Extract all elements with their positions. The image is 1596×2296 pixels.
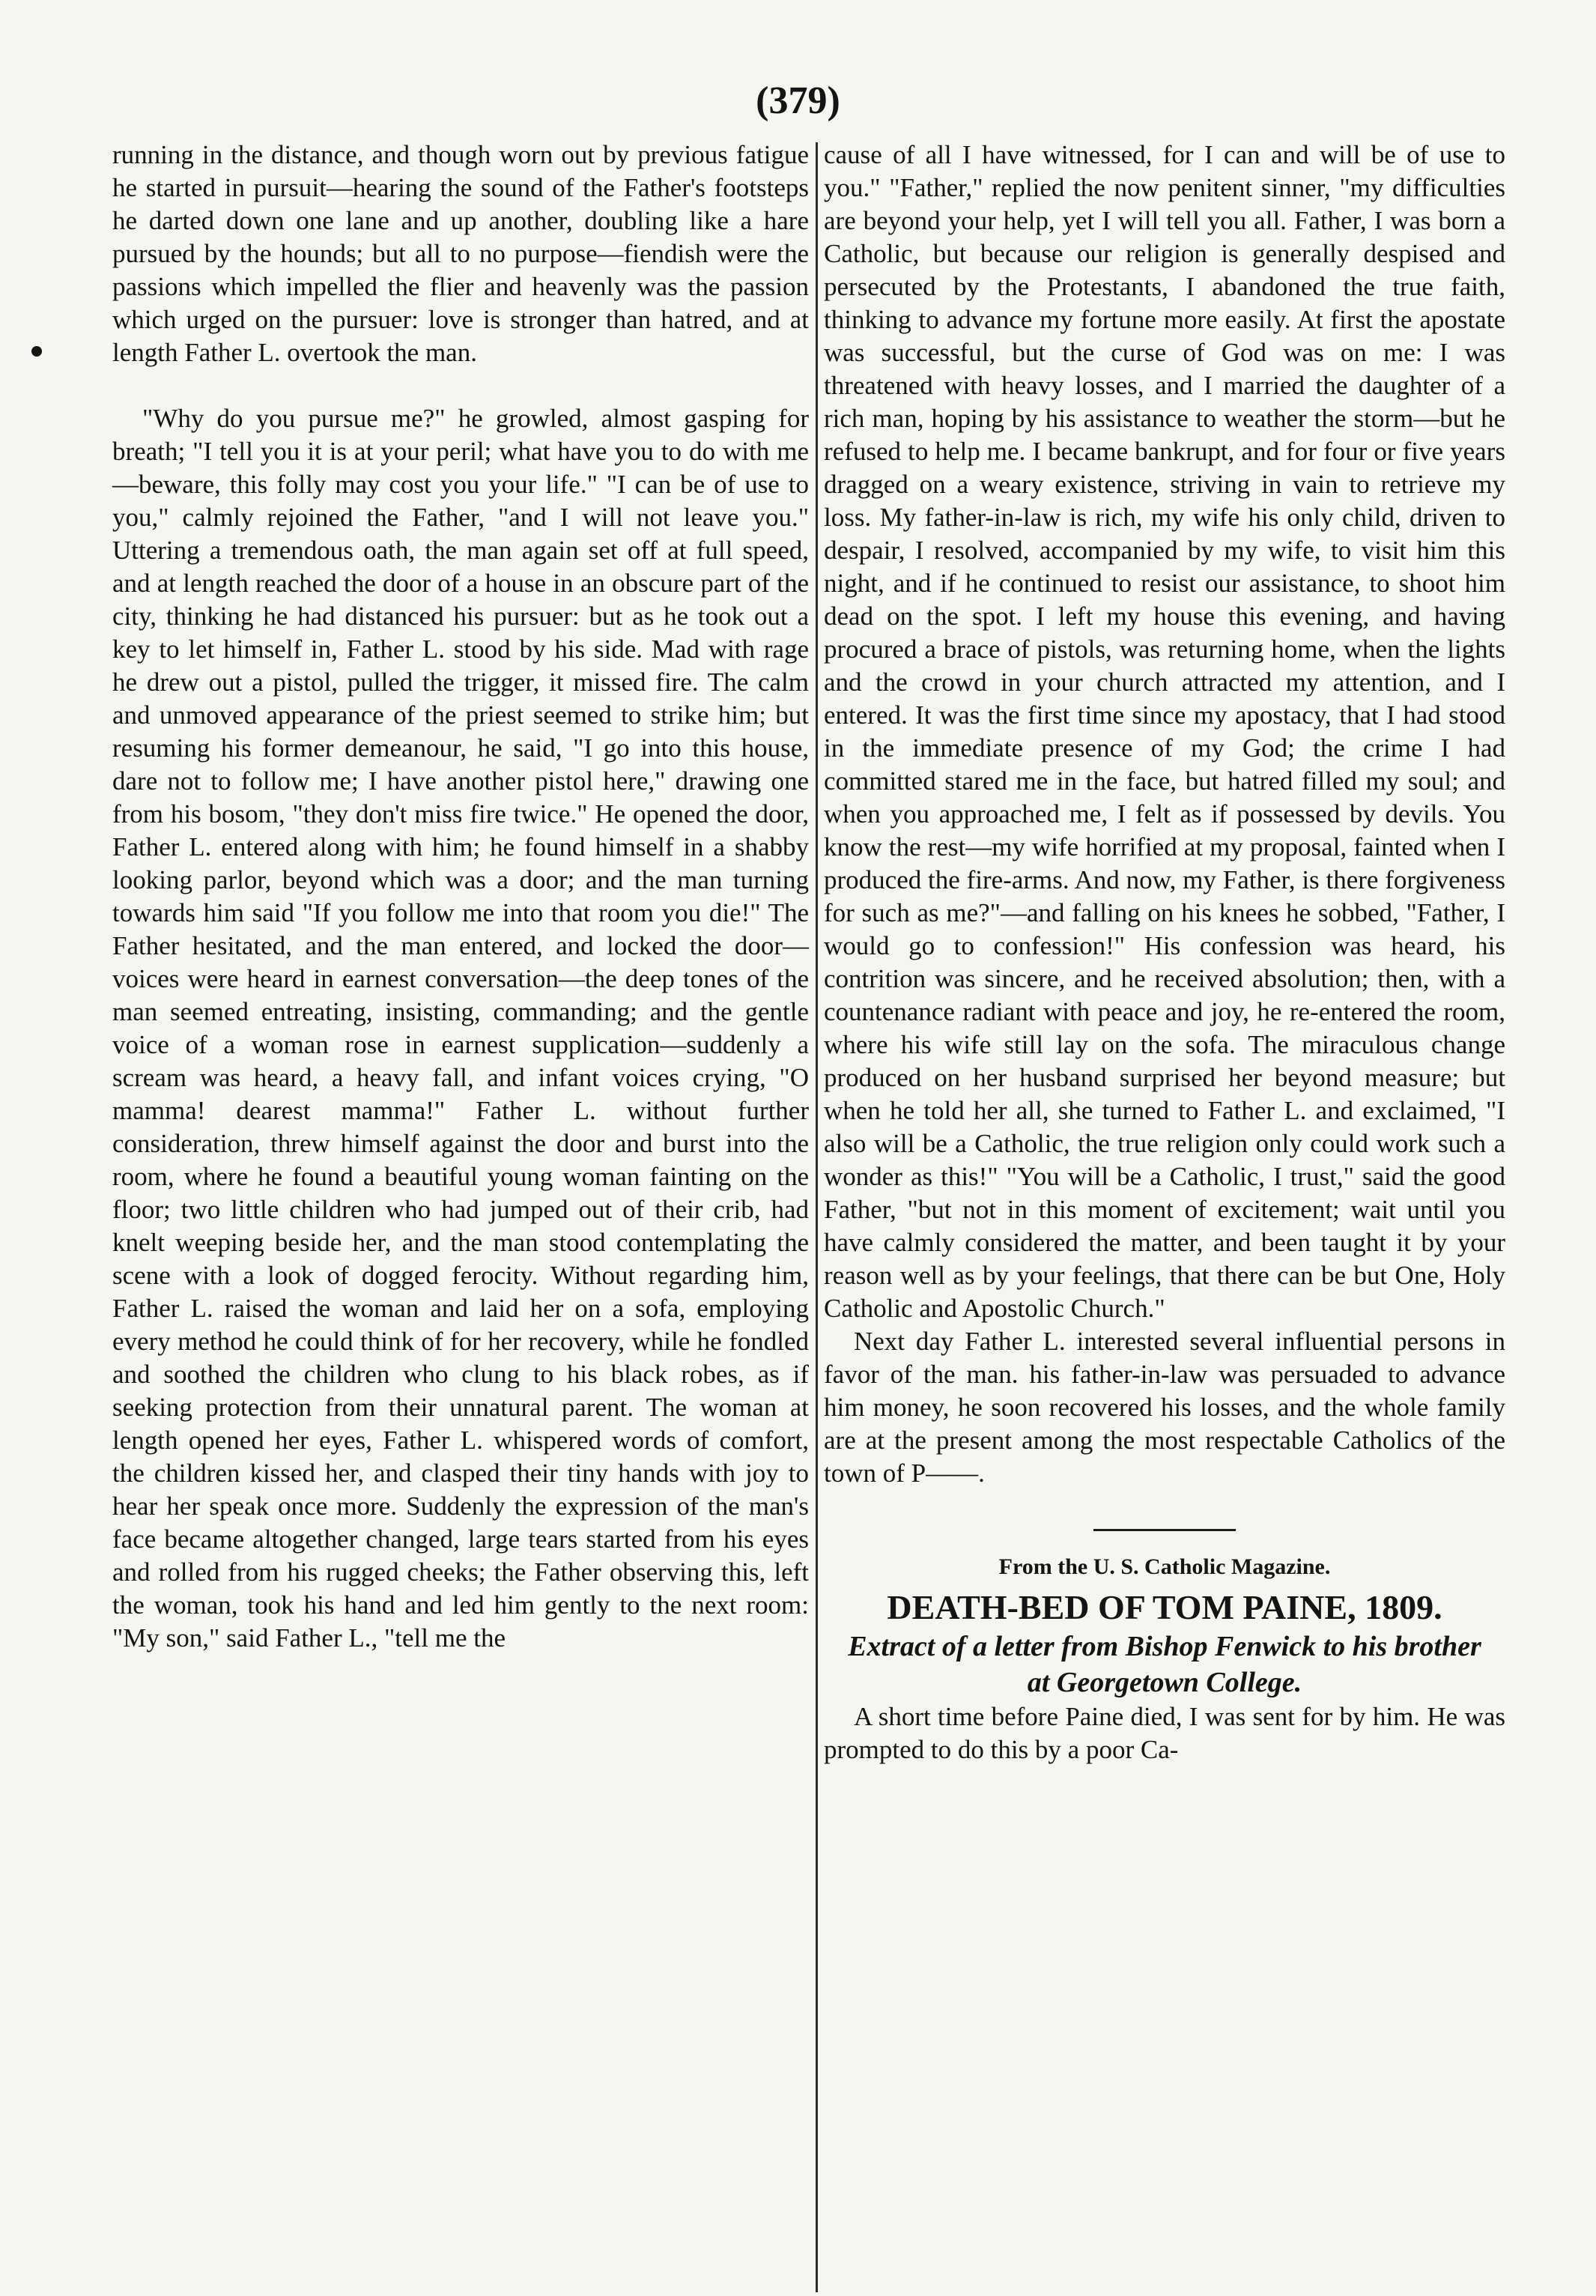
right-paragraph-1: cause of all I have witnessed, for I can and will be of use to you." "Father," replied the now penitent sinner, "my difficulties are beyond your help, yet I will tell you all. Father, I was born a Catholic, but because our religion is generally despised and persecuted by the Protestants, I abandoned the true faith, thinking to advance my fortune more easily. At first the apostate was successful, but the curse of God was on me: I was threatened with heavy losses, and I married the daughter of a rich man, hoping by his assistance to weather the storm—but he refused to help me. I became bankrupt, and for four or five years dragged on a weary existence, striving in vain to retrieve my loss. My father-in-law is rich, my wife his only child, driven to despair, I resolved, accompanied by my wife, to visit him this night, and if he continued to resist our assistance, to shoot him dead on the spot. I left my house this evening, and having procured a brace of pistols, was returning home, when the lights and the crowd in your church attracted my attention, and I entered. It was the first time since my apostacy, that I had stood in the immediate presence of my God; the crime I had committed stared me in the face, but hatred filled my soul; and when you approached me, I felt as if possessed by devils. You know the rest—my wife horrified at my proposal, fainted when I produced the fire-arms. And now, my Father, is there forgiveness for such as me?"—and falling on his knees he sobbed, "Father, I would go to confession!" His confession was heard, his contrition was sincere, and he received absolution; then, with a countenance radiant with peace and joy, he re-entered the room, where his wife still lay on the sofa. The miraculous change produced on her husband surprised her beyond measure; but when he told her all, she turned to Father L. and exclaimed, "I also will be a Catholic, the true religion only could work such a wonder as this!" "You will be a Catholic, I trust," said the good Father, "but not in this moment of excitement; wait until you have calmly considered the matter, and been taught it by your reason well as by your feelings, that there can be but One, Holy Catholic and Apostolic Church." [824, 140, 1505, 1323]
article-headline: DEATH-BED OF TOM PAINE, 1809. [887, 1588, 1442, 1626]
right-paragraph-3: A short time before Paine died, I was sent for by him. He was prompted to do this by a poor Ca- [824, 1702, 1505, 1764]
section-divider [1093, 1529, 1236, 1531]
left-paragraph-1: running in the distance, and though worn out by previous fatigue he started in pursuit—hearing the sound of the Father's footsteps he darted down one lane and up another, doubling like a hare pursued by the hounds; but all to no purpose—fiendish were the passions which impelled the flier and heavenly was the passion which urged on the pursuer: love is stronger than hatred, and at length Father L. overtook the man. [112, 140, 809, 367]
right-paragraph-2: Next day Father L. interested several influential persons in favor of the man. his father-in-law was persuaded to advance him money, he soon recovered his losses, and the whole family are at the present among the most respectable Catholics of the town of P——. [824, 1327, 1505, 1488]
column-divider [816, 142, 818, 2292]
article-subheading: Extract of a letter from Bishop Fenwick to his brother at Georgetown College. [848, 1631, 1481, 1698]
left-paragraph-2: "Why do you pursue me?" he growled, almost gasping for breath; "I tell you it is at your peril; what have you to do with me—beware, this folly may cost you your life." "I can be of use to you," calmly rejoined the Father, "and I will not leave you." Uttering a tremendous oath, the man again set off at full speed, and at length reached the door of a house in an obscure part of the city, thinking he had distanced his pursuer: but as he took out a key to let himself in, Father L. stood by his side. Mad with rage he drew out a pistol, pulled the trigger, it missed fire. The calm and unmoved appearance of the priest seemed to strike him; but resuming his former demeanour, he said, "I go into this house, dare not to follow me; I have another pistol here," drawing one from his bosom, "they don't miss fire twice." He opened the door, Father L. entered along with him; he found himself in a shabby looking parlor, beyond which was a door; and the man turning towards him said "If you follow me into that room you die!" The Father hesitated, and the man entered, and locked the door—voices were heard in earnest conversation—the deep tones of the man seemed entreating, insisting, commanding; and the gentle voice of a woman rose in earnest supplication—suddenly a scream was heard, a heavy fall, and infant voices crying, "O mamma! dearest mamma!" Father L. without further consideration, threw himself against the door and burst into the room, where he found a beautiful young woman fainting on the floor; two little children who had jumped out of their crib, had knelt weeping beside her, and the man stood contemplating the scene with a look of dogged ferocity. Without regarding him, Father L. raised the woman and laid her on a sofa, employing every method he could think of for her recovery, while he fondled and soothed the children who clung to his black robes, as if seeking protection from their unnatural parent. The woman at length opened her eyes, Father L. whispered words of comfort, the children kissed her, and clasped their tiny hands with joy to hear her speak once more. Suddenly the expression of the man's face became altogether changed, large tears started from his eyes and rolled from his rugged cheeks; the Father observing this, left the woman, took his hand and led him gently to the next room: "My son," said Father L., "tell me the [112, 404, 809, 1653]
right-column [824, 139, 1505, 1766]
left-column [112, 139, 809, 1655]
source-credit: From the U. S. Catholic Magazine. [998, 1554, 1331, 1579]
page-number: (379) [756, 79, 840, 122]
margin-dot [31, 346, 42, 357]
